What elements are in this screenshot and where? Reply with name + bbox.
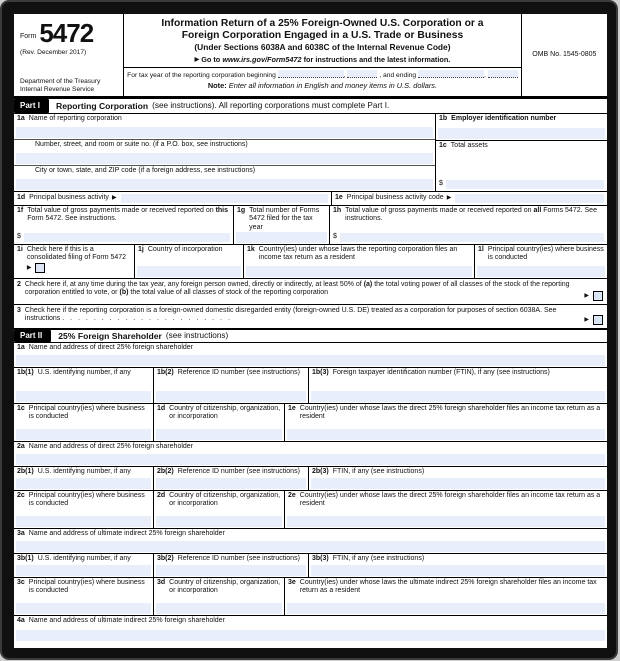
row-p2-1b <box>14 368 607 404</box>
field-1d-label: Principal business activity <box>29 194 109 202</box>
form-title-line1: Information Return of a 25% Foreign-Owned U.S. Corporation or a <box>161 18 484 29</box>
field-label: Foreign taxpayer identification number (FTIN), if any (see instructions) <box>332 369 550 376</box>
input-p2-2a-name-address[interactable] <box>16 454 605 465</box>
pointer-arrow-icon: ▶ <box>194 56 200 63</box>
input-city[interactable] <box>16 179 433 190</box>
field-p2-2e <box>284 491 607 528</box>
item-number: 3d <box>157 579 166 586</box>
item-number: 2b(2) <box>157 468 174 475</box>
field-1f <box>14 206 233 244</box>
item-number: 3a <box>17 530 25 537</box>
input-p2-1d[interactable] <box>156 429 282 440</box>
row-1i-1l <box>14 245 607 279</box>
dollar-sign: $ <box>439 180 443 188</box>
field-label: U.S. identifying number, if any <box>37 468 131 475</box>
row-p2-3cde <box>14 578 607 616</box>
goto-prefix: Go to <box>201 54 221 64</box>
input-p2-2b2[interactable] <box>156 478 306 489</box>
field-1a-label: Name of reporting corporation <box>28 115 122 122</box>
field-p2-3a <box>14 529 607 554</box>
field-label: U.S. identifying number, if any <box>37 369 131 376</box>
field-label: Reference ID number (see instructions) <box>177 468 300 475</box>
field-label: FTIN, if any (see instructions) <box>332 555 425 562</box>
part2-subtitle: (see instructions) <box>165 331 229 341</box>
field-p2-1d <box>153 404 284 441</box>
field-label: Principal country(ies) where business is conducted <box>28 492 145 508</box>
field-1a <box>14 114 435 140</box>
input-1j-country[interactable] <box>137 266 241 277</box>
field-label: Country of citizenship, organization, or incorporation <box>169 579 281 595</box>
form-title-line2: Foreign Corporation Engaged in a U.S. Trade or Business <box>181 29 464 41</box>
field-p2-4a-label: Name and address of ultimate indirect 25% foreign shareholder <box>28 617 225 624</box>
item-number: 1c <box>439 142 447 149</box>
field-p2-3d <box>153 578 284 615</box>
field-1g-label: Total number of Forms 5472 filed for the tax year <box>249 207 320 231</box>
part2-header-bar <box>14 328 607 343</box>
field-p2-3a-label: Name and address of ultimate indirect 25% foreign shareholder <box>28 530 225 537</box>
form-revision: (Rev. December 2017) <box>20 49 87 57</box>
input-p2-3a-name-address[interactable] <box>16 541 605 552</box>
field-p2-2b3 <box>308 467 607 490</box>
line-3-text: Check here if the reporting corporation is a foreign-owned domestic disregarded entity (foreign-owned U.S. DE) treated as a corporation for purposes of section 6038A. See instructions . . . . . . . . . . . . . . . . . . . . . . <box>24 307 557 323</box>
item-number: 3c <box>17 579 25 586</box>
input-1a-name[interactable] <box>16 127 433 138</box>
part2-title: 25% Foreign Shareholder <box>58 330 162 341</box>
item-number: 1d <box>17 194 26 202</box>
form-page <box>14 14 607 648</box>
item-number: 3e <box>288 579 296 586</box>
dollar-sign: $ <box>333 233 337 241</box>
agency-line-1: Department of the Treasury <box>20 77 101 85</box>
field-1e-label: Principal business activity code <box>346 194 444 202</box>
goto-suffix: for instructions and the latest information. <box>303 54 451 64</box>
input-p2-1c[interactable] <box>16 429 151 440</box>
input-1c-total-assets[interactable] <box>446 180 604 189</box>
field-1c-label: Total assets <box>450 142 488 149</box>
input-p2-2b1[interactable] <box>16 478 151 489</box>
item-number: 1g <box>237 207 246 214</box>
field-label: Reference ID number (see instructions) <box>177 555 300 562</box>
field-street <box>14 140 435 166</box>
field-1b <box>436 114 607 141</box>
field-1g <box>233 206 329 244</box>
form-number: 5472 <box>39 18 94 48</box>
input-p2-2e[interactable] <box>287 516 605 527</box>
field-p2-1e <box>284 404 607 441</box>
tax-year-end-year-input[interactable] <box>488 70 518 78</box>
item-number: 1h <box>333 207 342 214</box>
item-number: 2b(3) <box>312 468 329 475</box>
row-1f-1g-1h <box>14 206 607 245</box>
omb-number: OMB No. 1545-0805 <box>532 50 597 58</box>
field-1i <box>14 245 134 278</box>
form-word: Form <box>20 32 37 40</box>
line-3 <box>14 305 607 328</box>
form-header <box>14 14 607 99</box>
part1-title: Reporting Corporation <box>56 100 149 111</box>
dollar-sign: $ <box>17 233 21 241</box>
field-label: Principal country(ies) where business is conducted <box>28 405 145 421</box>
field-label: Principal country(ies) where business is conducted <box>28 579 145 595</box>
field-p2-1b1 <box>14 368 153 403</box>
input-p2-1b2[interactable] <box>156 391 306 402</box>
field-label: Reference ID number (see instructions) <box>177 369 300 376</box>
field-p2-1b2 <box>153 368 308 403</box>
input-p2-4a-name-address[interactable] <box>16 630 605 641</box>
item-number: 1b <box>439 115 448 122</box>
pointer-arrow-icon: ▶ <box>584 292 589 299</box>
item-number: 4a <box>17 617 25 624</box>
part1-address-block <box>14 114 607 192</box>
field-p2-3b1 <box>14 554 153 577</box>
item-number: 1i <box>17 246 23 253</box>
field-p2-2b2 <box>153 467 308 490</box>
field-1d <box>14 192 331 205</box>
field-label: U.S. identifying number, if any <box>37 555 131 562</box>
input-p2-1e[interactable] <box>287 429 605 440</box>
item-number: 3 <box>17 307 21 314</box>
part1-badge: Part I <box>14 99 49 113</box>
tax-year-begin-input[interactable] <box>278 70 344 78</box>
input-p2-3e[interactable] <box>287 603 605 614</box>
row-1d-1e <box>14 192 607 206</box>
field-city-label: City or town, state, and ZIP code (if a foreign address, see instructions) <box>35 167 256 174</box>
input-1f-gross-payments-this[interactable] <box>24 233 230 242</box>
field-1i-label: Check here if this is a consolidated filing of Form 5472 ▶ <box>27 246 131 273</box>
note-label: Note: <box>207 81 227 91</box>
row-p2-2cde <box>14 491 607 529</box>
field-1f-label: Total value of gross payments made or received reported on this Form 5472. See instructions. <box>27 207 229 223</box>
field-p2-4a <box>14 616 607 642</box>
field-p2-3b3 <box>308 554 607 577</box>
field-p2-2b1 <box>14 467 153 490</box>
form-title-block <box>124 14 522 96</box>
goto-line <box>124 56 521 68</box>
note-text: Enter all information in English and money items in U.S. dollars. <box>228 81 438 91</box>
item-number: 1j <box>138 246 144 253</box>
field-label: FTIN, if any (see instructions) <box>332 468 425 475</box>
field-street-label: Number, street, and room or suite no. (if a P.O. box, see instructions) <box>35 141 248 148</box>
part2-badge: Part II <box>14 330 51 342</box>
field-p2-1b3 <box>308 368 607 403</box>
field-p2-1a-label: Name and address of direct 25% foreign shareholder <box>28 344 194 351</box>
goto-url-link[interactable]: www.irs.gov/Form5472 <box>222 54 302 64</box>
field-1k <box>243 245 474 278</box>
field-1j <box>134 245 243 278</box>
field-label: Country of citizenship, organization, or incorporation <box>169 492 281 508</box>
field-p2-3b2 <box>153 554 308 577</box>
comma: , <box>343 72 346 80</box>
item-number: 1e <box>335 194 343 202</box>
form-number-block <box>14 14 124 96</box>
field-p2-2a <box>14 442 607 467</box>
line-2-text: Check here if, at any time during the tax year, any foreign person owned, directly or indirectly, at least 50% of (a) the total voting power of all classes of the stock of the reporting corporation entitled to vote, or (b) the total value of all classes of stock of the reporting corporation <box>24 281 570 297</box>
item-number: 2 <box>17 281 21 288</box>
input-p2-3b3[interactable] <box>311 565 605 576</box>
field-1h <box>329 206 607 244</box>
tax-year-prefix: For tax year of the reporting corporation beginning <box>127 72 276 80</box>
field-1b-label: Employer identification number <box>451 115 557 122</box>
field-label: Country(ies) under whose laws the ultimate indirect 25% foreign shareholder files an income tax return as a resident <box>299 579 597 595</box>
input-p2-1b1[interactable] <box>16 391 151 402</box>
field-p2-1c <box>14 404 153 441</box>
input-1b-ein[interactable] <box>438 128 605 139</box>
field-label: Country of citizenship, organization, or incorporation <box>169 405 281 421</box>
field-1e <box>331 192 607 205</box>
field-label: Country(ies) under whose laws the direct 25% foreign shareholder files an income tax return as a resident <box>299 492 601 508</box>
field-1l <box>474 245 607 278</box>
field-1j-label: Country of incorporation <box>147 246 223 253</box>
checkbox-line3-disregarded-entity[interactable] <box>593 315 603 325</box>
form-subtitle: (Under Sections 6038A and 6038C of the Internal Revenue Code) <box>194 41 451 52</box>
pointer-arrow-icon: ▶ <box>584 316 589 323</box>
input-1d-activity[interactable] <box>121 194 328 203</box>
line-2 <box>14 279 607 305</box>
field-p2-2c <box>14 491 153 528</box>
input-1e-activity-code[interactable] <box>455 194 604 203</box>
item-number: 2a <box>17 443 25 450</box>
input-p2-3b2[interactable] <box>156 565 306 576</box>
part1-subtitle: (see instructions). All reporting corporations must complete Part I. <box>152 101 390 111</box>
input-p2-2b3[interactable] <box>311 478 605 489</box>
item-number: 1b(2) <box>157 369 174 376</box>
item-number: 1b(1) <box>17 369 34 376</box>
agency-line-2: Internal Revenue Service <box>20 85 95 93</box>
item-number: 1e <box>288 405 296 412</box>
tax-year-end-input[interactable] <box>418 70 484 78</box>
input-p2-3b1[interactable] <box>16 565 151 576</box>
field-p2-3e <box>284 578 607 615</box>
item-number: 3b(2) <box>157 555 174 562</box>
checkbox-1i-consolidated[interactable] <box>35 263 45 273</box>
field-city <box>14 166 435 191</box>
tax-year-mid: , and ending <box>379 72 417 80</box>
item-number: 2c <box>17 492 25 499</box>
field-1c <box>436 141 607 191</box>
field-1l-label: Principal country(ies) where business is conducted <box>487 246 604 262</box>
input-1l-country[interactable] <box>477 266 605 277</box>
field-1h-label: Total value of gross payments made or received reported on all Forms 5472. See instructions. <box>345 207 597 223</box>
checkbox-line2-50pct[interactable] <box>593 291 603 301</box>
input-p2-3c[interactable] <box>16 603 151 614</box>
field-p2-1a <box>14 343 607 368</box>
row-p2-3b <box>14 554 607 578</box>
input-p2-2d[interactable] <box>156 516 282 527</box>
field-label: Country(ies) under whose laws the direct 25% foreign shareholder files an income tax return as a resident <box>299 405 601 421</box>
item-number: 3b(1) <box>17 555 34 562</box>
note-line <box>124 81 521 93</box>
item-number: 2b(1) <box>17 468 34 475</box>
pointer-arrow-icon: ▶ <box>446 194 452 201</box>
input-p2-2c[interactable] <box>16 516 151 527</box>
input-street[interactable] <box>16 153 433 164</box>
comma: , <box>484 72 486 80</box>
input-p2-3d[interactable] <box>156 603 282 614</box>
item-number: 1b(3) <box>312 369 329 376</box>
field-p2-3c <box>14 578 153 615</box>
field-1k-label: Country(ies) under whose laws the reporting corporation files an income tax return as a resident <box>258 246 458 262</box>
item-number: 1a <box>17 344 25 351</box>
item-number: 1d <box>157 405 166 412</box>
input-p2-1b3[interactable] <box>311 391 605 402</box>
input-1h-gross-payments-all[interactable] <box>340 233 604 242</box>
field-p2-2d <box>153 491 284 528</box>
part1-header-bar <box>14 99 607 114</box>
item-number: 2d <box>157 492 166 499</box>
row-p2-2b <box>14 467 607 491</box>
input-1g-forms-count[interactable] <box>236 232 327 243</box>
input-p2-1a-name-address[interactable] <box>16 355 605 366</box>
pointer-arrow-icon: ▶ <box>111 194 117 201</box>
item-number: 3b(3) <box>312 555 329 562</box>
tax-year-begin-year-input[interactable] <box>347 70 377 78</box>
pointer-arrow-icon: ▶ <box>26 264 32 271</box>
field-p2-2a-label: Name and address of direct 25% foreign shareholder <box>28 443 194 450</box>
item-number: 1a <box>17 115 25 122</box>
item-number: 1c <box>17 405 25 412</box>
item-number: 1f <box>17 207 24 214</box>
dot-leader: . . . . . . . . . . . . . . . . . . . . . . <box>62 315 232 323</box>
item-number: 1l <box>478 246 484 253</box>
item-number: 2e <box>288 492 296 499</box>
item-number: 1k <box>247 246 255 253</box>
tax-year-line <box>124 67 521 81</box>
input-1k-country[interactable] <box>246 266 472 277</box>
row-p2-1cde <box>14 404 607 442</box>
